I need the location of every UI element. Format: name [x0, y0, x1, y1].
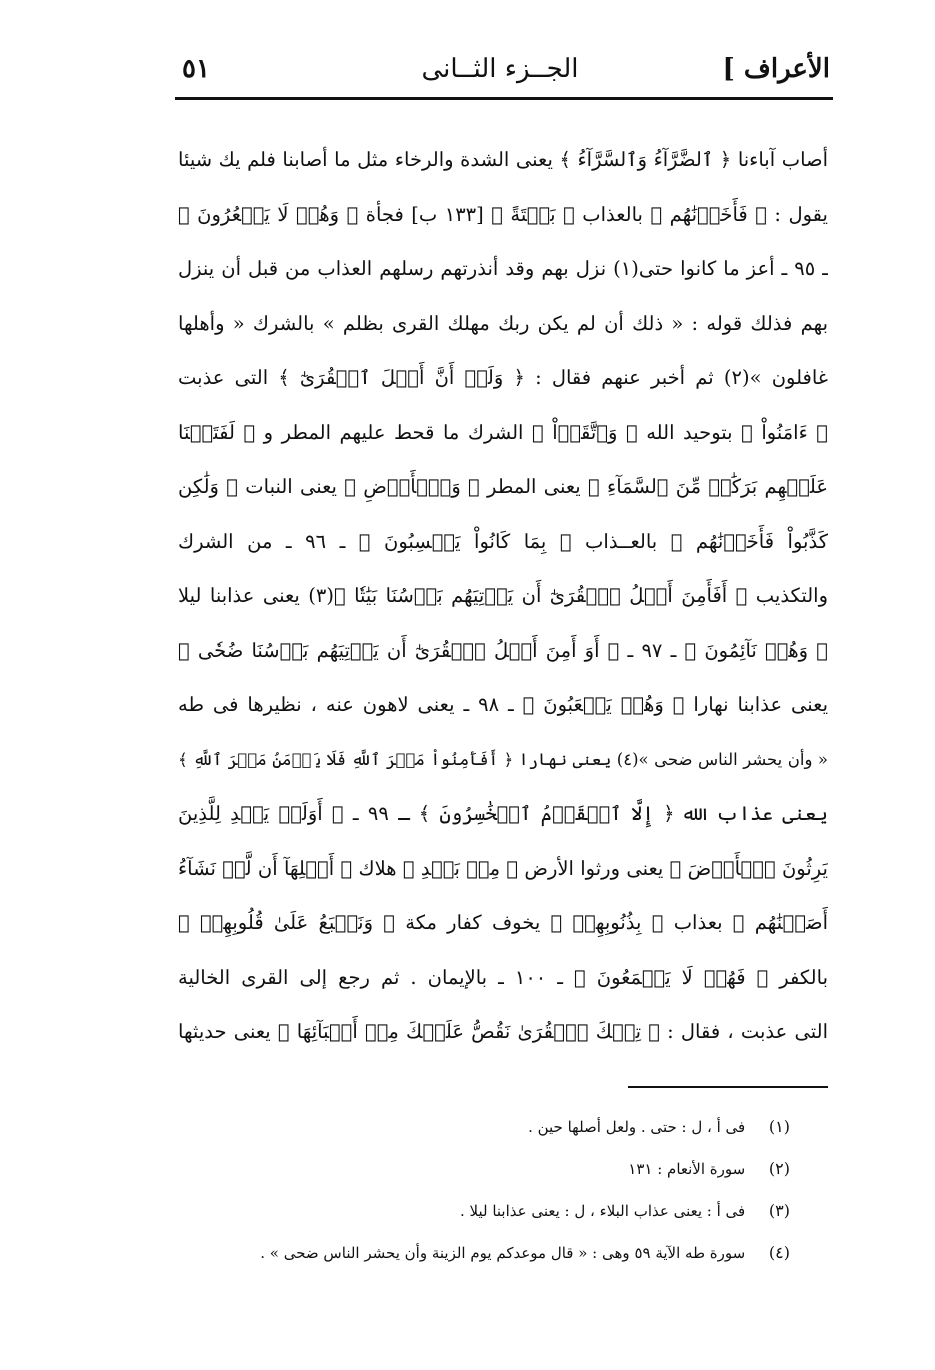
- running-header: [170, 50, 830, 94]
- page-number: ٥١: [182, 54, 210, 84]
- footnote: [190, 1106, 790, 1148]
- text-line: أَصَبۡنَٰهُم ﴾ بعذاب ﴿ بِذُنُوبِهِمۡ ﴾ يخوف كفار مكة ﴿ وَنَطۡبَعُ عَلَىٰ قُلُوبِهِمۡ ﴾: [178, 911, 828, 934]
- footnote: [190, 1232, 790, 1274]
- text-line: والتكذيب ﴿ أَفَأَمِنَ أَهۡلُ ٱلۡقُرَىٰٓ أَن يَأۡتِيَهُم بَأۡسُنَا بَيَٰتٗا ﴾(٣) يعنى عذابنا ليلا: [178, 584, 828, 607]
- footnote-number: (٢): [768, 1159, 790, 1178]
- text-line: عَلَيۡهِم بَرَكَٰتٖ مِّنَ ٱلسَّمَآءِ ﴾ يعنى المطر ﴿ وَٱلۡأَرۡضِ ﴾ يعنى النبات ﴿ وَلَٰكِن: [178, 475, 828, 498]
- text-line: يَرِثُونَ ٱلۡأَرۡضَ ﴾ يعنى ورثوا الأرض ﴿ مِنۢ بَعۡدِ ﴾ هلاك ﴿ أَهۡلِهَآ أَن لَّوۡ نَشَآءُ: [178, 856, 828, 880]
- text-line: ﴿ وَهُمۡ نَآئِمُونَ ﴾ ـ ٩٧ ـ ﴿ أَوَ أَمِنَ أَهۡلُ ٱلۡقُرَىٰٓ أَن يَأۡتِيَهُم بَأۡسُنَا ضُحٗى ﴾: [178, 638, 828, 662]
- text-line: كَذَّبُواْ فَأَخَذۡنَٰهُم ﴾ بالعــذاب ﴿ بِمَا كَانُواْ يَكۡسِبُونَ ﴾ ـ ٩٦ ـ من الشرك: [178, 529, 828, 553]
- footnote-number: (١): [768, 1117, 790, 1136]
- footnote-text: سورة طه الآية ٥٩ وهى : « قال موعدكم يوم الزينة وأن يحشر الناس ضحى » .: [260, 1244, 746, 1262]
- surah-title: الأعراف ]: [722, 54, 830, 84]
- footnote: [190, 1190, 790, 1232]
- text-line: يعنى عذاب الله ﴿ إِلَّا ٱلۡقَوۡمُ ٱلۡخَٰسِرُونَ ﴾ ـ ٩٩ ـ ﴿ أَوَلَمۡ يَهۡدِ لِلَّذِينَ: [178, 802, 828, 825]
- footnote-text: سورة الأنعام : ١٣١: [628, 1160, 746, 1178]
- text-line: بهم فذلك قوله : « ذلك أن لم يكن ربك مهلك القرى بظلم » بالشرك « وأهلها: [178, 311, 828, 335]
- text-line: يعنى عذابنا نهارا ﴿ وَهُمۡ يَلۡعَبُونَ ﴾ ـ ٩٨ ـ يعنى لاهون عنه ، نظيرها فى طه: [178, 693, 828, 716]
- footnote-number: (٣): [768, 1201, 790, 1220]
- footnote: [190, 1148, 790, 1190]
- main-text: [178, 133, 828, 1060]
- text-line: التى عذبت ، فقال : ﴿ تِلۡكَ ٱلۡقُرَىٰ نَقُصُّ عَلَيۡكَ مِنۡ أَنۢبَآئِهَا ﴾ يعنى حديثها: [178, 1020, 828, 1043]
- footnote-rule: [628, 1086, 828, 1088]
- footnote-number: (٤): [768, 1243, 790, 1262]
- text-line: يقول : ﴿ فَأَخَذۡنَٰهُم ﴾ بالعذاب ﴿ بَغۡتَةً ﴾ [١٣٣ ب] فجأة ﴿ وَهُمۡ لَا يَشۡعُرُونَ ﴾: [178, 202, 828, 226]
- part-title: الجــزء الثــانى: [421, 54, 579, 84]
- text-line: أصاب آباءنا ﴿ ٱلضَّرَّآءُ وَٱلسَّرَّآءُ ﴾ يعنى الشدة والرخاء مثل ما أصابنا فلم يك شيئا: [178, 148, 828, 171]
- footnote-text: فى أ ، ل : حتى . ولعل أصلها حين .: [528, 1118, 746, 1136]
- text-line: بالكفر ﴿ فَهُمۡ لَا يَسۡمَعُونَ ﴾ ـ ١٠٠ ـ بالإيمان . ثم رجع إلى القرى الخالية: [178, 965, 828, 989]
- text-line: غافلون »(٢) ثم أخبر عنهم فقال : ﴿ وَلَوۡ أَنَّ أَهۡلَ ٱلۡقُرَىٰٓ ﴾ التى عذبت: [178, 366, 828, 389]
- text-line: ﴿ ءَامَنُواْ ﴾ بتوحيد الله ﴿ وَٱتَّقَوۡاْ ﴾ الشرك ما قحط عليهم المطر و ﴿ لَفَتَحۡنَا: [178, 420, 828, 444]
- text-line: ـ ٩٥ ـ أعز ما كانوا حتى(١) نزل بهم وقد أنذرتهم رسلهم العذاب من قبل أن ينزل: [178, 257, 828, 280]
- header-rule: [175, 97, 833, 100]
- text-line: « وأن يحشر الناس ضحى »(٤) يعنى نهارا ﴿ أَفَأَمِنُواْ مَكۡرَ ٱللَّهِ فَلَا يَأۡمَنُ مَكۡرَ ٱللَّهِ ﴾: [178, 749, 828, 769]
- footnote-text: فى أ : يعنى عذاب البلاء ، ل : يعنى عذابنا ليلا .: [459, 1202, 746, 1220]
- footnotes: [190, 1106, 790, 1274]
